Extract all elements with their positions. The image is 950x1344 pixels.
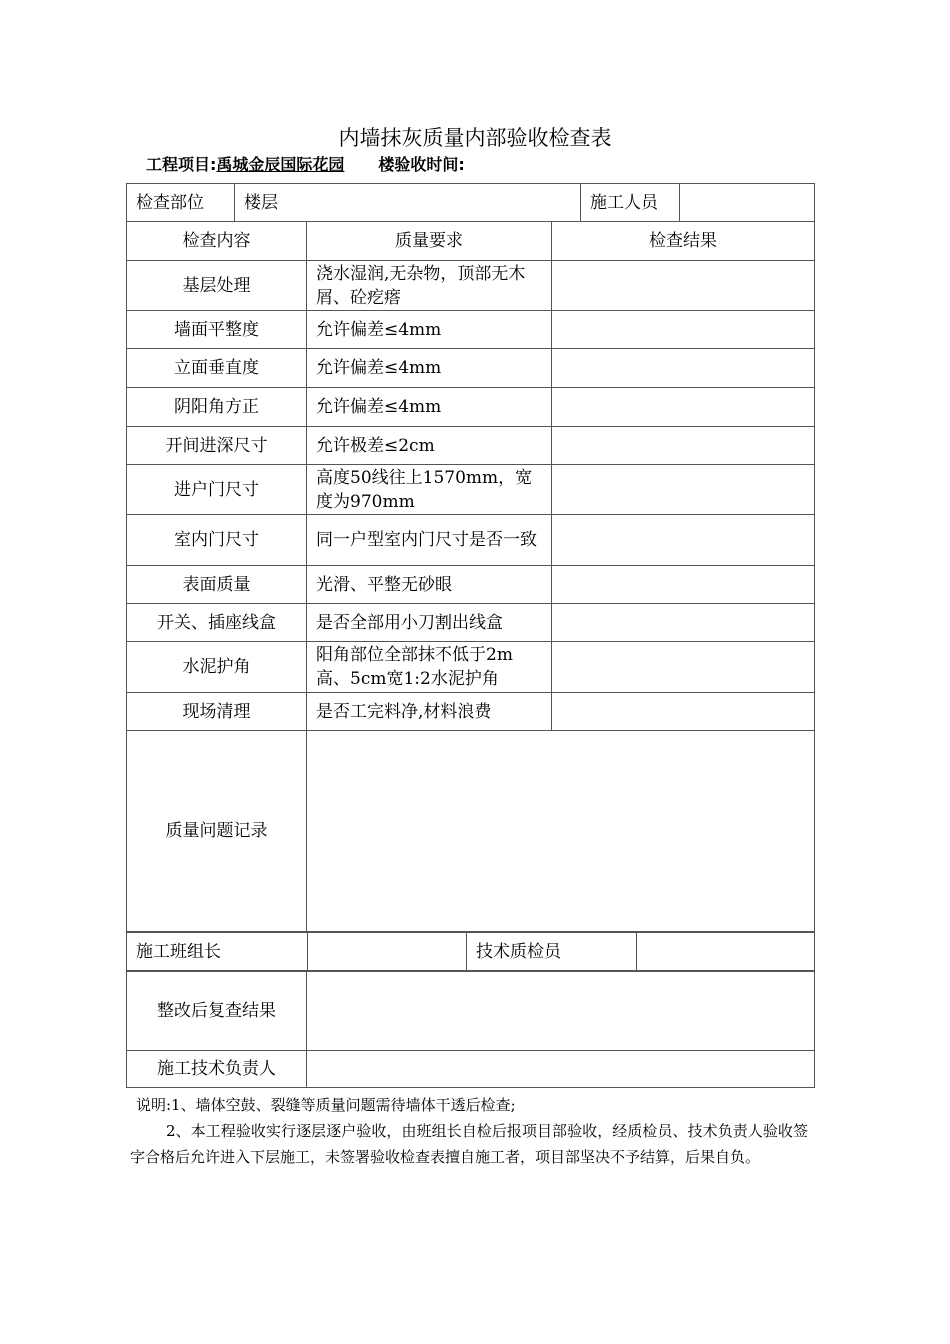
- item-content: 阴阳角方正: [127, 388, 307, 427]
- table-row: [127, 427, 815, 465]
- item-result[interactable]: [552, 566, 815, 604]
- col-header-content: 检查内容: [127, 222, 307, 261]
- location-label: 检查部位: [127, 184, 235, 222]
- item-result[interactable]: [552, 465, 815, 515]
- team-leader-label: 施工班组长: [127, 933, 308, 972]
- item-requirement: 同一户型室内门尺寸是否一致: [307, 515, 552, 566]
- quality-record-row: [127, 731, 815, 932]
- notes: [130, 1092, 808, 1170]
- table-row: [127, 642, 815, 693]
- item-requirement: 浇水湿润,无杂物，顶部无木屑、砼疙瘩: [307, 261, 552, 311]
- item-content: 进户门尺寸: [127, 465, 307, 515]
- project-line: [146, 152, 465, 175]
- col-header-result: 检查结果: [552, 222, 815, 261]
- recheck-table: [126, 970, 815, 1088]
- col-header-requirement: 质量要求: [307, 222, 552, 261]
- item-content: 立面垂直度: [127, 349, 307, 388]
- item-content: 室内门尺寸: [127, 515, 307, 566]
- signoff-table: [126, 932, 815, 972]
- item-requirement: 是否工完料净,材料浪费: [307, 693, 552, 731]
- item-content: 现场清理: [127, 693, 307, 731]
- table-row: [127, 261, 815, 311]
- floor-label: 楼层: [235, 184, 581, 222]
- recheck-result[interactable]: [307, 971, 815, 1051]
- item-requirement: 允许偏差≤4mm: [307, 311, 552, 349]
- item-result[interactable]: [552, 311, 815, 349]
- inspection-form-table: [126, 183, 815, 932]
- item-requirement: 允许偏差≤4mm: [307, 388, 552, 427]
- recheck-row: [127, 971, 815, 1051]
- column-header-row: [127, 222, 815, 261]
- item-content: 表面质量: [127, 566, 307, 604]
- table-row: [127, 693, 815, 731]
- item-content: 墙面平整度: [127, 311, 307, 349]
- item-content: 开关、插座线盒: [127, 604, 307, 642]
- table-row: [127, 604, 815, 642]
- item-result[interactable]: [552, 388, 815, 427]
- table-row: [127, 311, 815, 349]
- item-content: 开间进深尺寸: [127, 427, 307, 465]
- note-line-2: 2、本工程验收实行逐层逐户验收，由班组长自检后报项目部验收，经质检员、技术负责人验收签字合格后允许进入下层施工，未签署验收检查表擅自施工者，项目部坚决不予结算，后果自负。: [130, 1122, 808, 1166]
- recheck-label: 整改后复查结果: [127, 971, 307, 1051]
- tech-lead-label: 施工技术负责人: [127, 1051, 307, 1088]
- item-requirement: 高度50线往上1570mm，宽度为970mm: [307, 465, 552, 515]
- building-acceptance-time-label: 楼验收时间:: [378, 155, 465, 174]
- item-result[interactable]: [552, 604, 815, 642]
- item-result[interactable]: [552, 427, 815, 465]
- item-content: 基层处理: [127, 261, 307, 311]
- worker-label: 施工人员: [581, 184, 680, 222]
- note-line-1: 说明:1、墙体空鼓、裂缝等质量问题需待墙体干透后检查;: [136, 1096, 516, 1114]
- table-row: [127, 465, 815, 515]
- tech-lead-row: [127, 1051, 815, 1088]
- project-label: 工程项目:: [146, 155, 217, 174]
- item-result[interactable]: [552, 515, 815, 566]
- table-row: [127, 349, 815, 388]
- item-requirement: 允许偏差≤4mm: [307, 349, 552, 388]
- item-result[interactable]: [552, 693, 815, 731]
- item-requirement: 允许极差≤2cm: [307, 427, 552, 465]
- item-result[interactable]: [552, 642, 815, 693]
- worker-value-cell[interactable]: [680, 184, 815, 222]
- item-requirement: 阳角部位全部抹不低于2m高、5cm宽1:2水泥护角: [307, 642, 552, 693]
- quality-record-area[interactable]: [307, 731, 815, 932]
- team-leader-signature[interactable]: [308, 933, 467, 972]
- project-name: 禹城金辰国际花园: [216, 155, 345, 174]
- tech-lead-signature[interactable]: [307, 1051, 815, 1088]
- quality-record-label: 质量问题记录: [127, 731, 307, 932]
- table-row: [127, 566, 815, 604]
- item-result[interactable]: [552, 349, 815, 388]
- item-requirement: 是否全部用小刀割出线盒: [307, 604, 552, 642]
- signoff-row: [127, 933, 815, 972]
- inspector-signature[interactable]: [637, 933, 815, 972]
- table-row: [127, 515, 815, 566]
- item-content: 水泥护角: [127, 642, 307, 693]
- table-row: [127, 388, 815, 427]
- page-title: 内墙抹灰质量内部验收检查表: [338, 126, 612, 150]
- inspector-label: 技术质检员: [467, 933, 637, 972]
- item-requirement: 光滑、平整无砂眼: [307, 566, 552, 604]
- header-location-row: [127, 184, 815, 222]
- item-result[interactable]: [552, 261, 815, 311]
